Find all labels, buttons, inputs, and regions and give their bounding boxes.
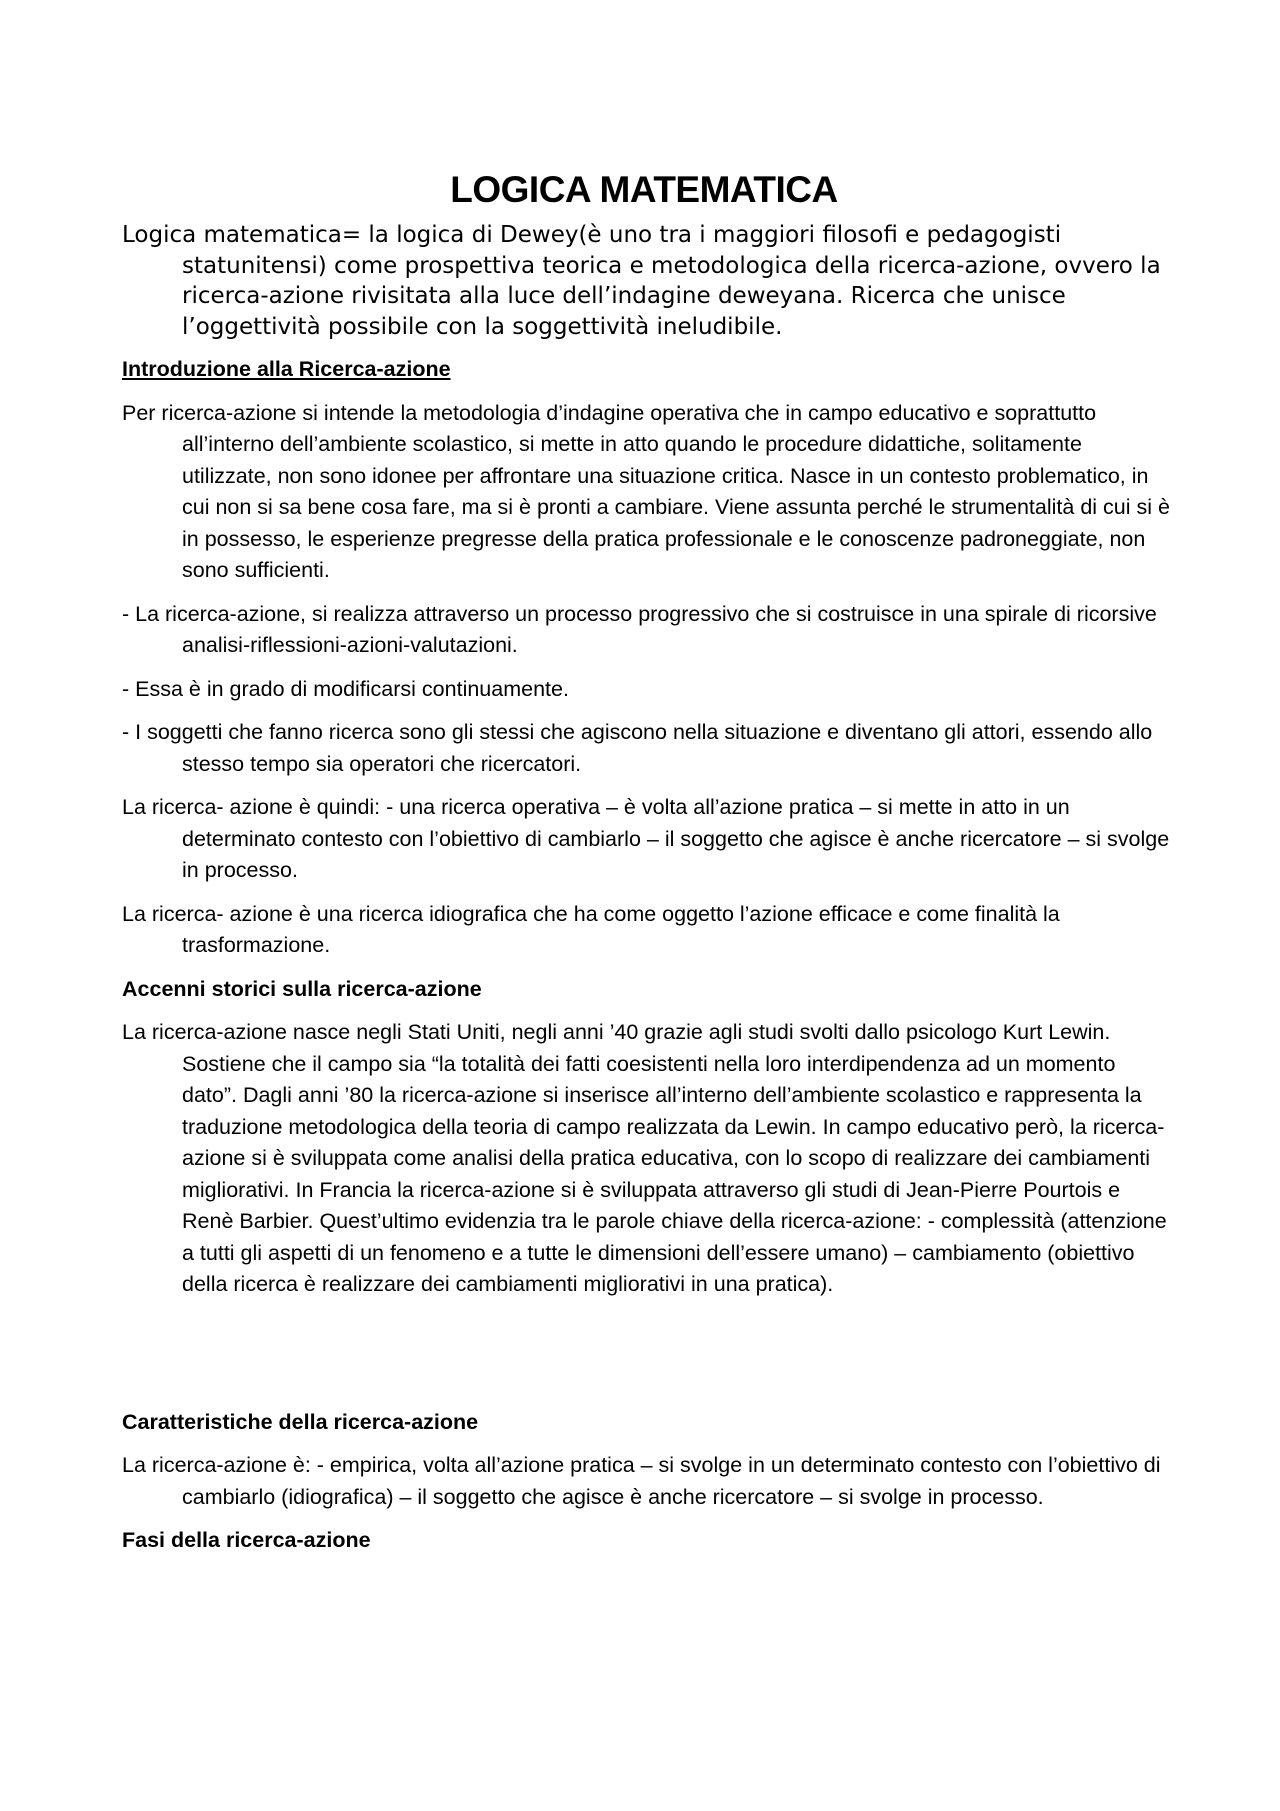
paragraph-caratteristiche: La ricerca-azione è: - empirica, volta all’azione pratica – si svolge in un determinato contesto con l’obiettivo di cambiarlo (idiografica) – il soggetto che agisce è anche ricercatore – si svolge in processo. <box>122 1453 1161 1509</box>
heading-accenni-storici: Accenni storici sulla ricerca-azione <box>122 976 482 1001</box>
paragraph-storia: La ricerca-azione nasce negli Stati Uniti, negli anni ’40 grazie agli studi svolti dallo psicologo Kurt Lewin. Sostiene che il campo sia “la totalità dei fatti coesistenti nella loro interdipendenza ad un momento dato”. Dagli anni ’80 la ricerca-azione si inserisce all’interno dell’ambiente scolastico e rappresenta la traduzione metodologica della teoria di campo realizzata da Lewin. In campo educativo però, la ricerca-azione si è sviluppata come analisi della pratica educativa, con lo scopo di realizzare dei cambiamenti migliorativi. In Francia la ricerca-azione si è sviluppata attraverso gli studi di Jean-Pierre Pourtois e Renè Barbier. Quest’ultimo evidenzia tra le parole chiave della ricerca-azione: - complessità (attenzione a tutti gli aspetti di un fenomeno e a tutte le dimensioni dell’essere umano) – cambiamento (obiettivo della ricerca è realizzare dei cambiamenti migliorativi in una pratica). <box>122 1020 1167 1297</box>
document-body <box>122 168 1172 1569</box>
heading-fasi: Fasi della ricerca-azione <box>122 1528 371 1553</box>
paragraph-modificarsi: - Essa è in grado di modificarsi continuamente. <box>122 676 569 701</box>
paragraph-quindi: La ricerca- azione è quindi: - una ricerca operativa – è volta all’azione pratica – si mette in atto in un determinato contesto con l’obiettivo di cambiarlo – il soggetto che agisce è anche ricercatore – si svolge in processo. <box>122 795 1170 883</box>
paragraph-idiografica: La ricerca- azione è una ricerca idiografica che ha come oggetto l’azione efficace e come finalità la trasformazione. <box>122 901 1060 958</box>
blank-space <box>122 1313 1172 1407</box>
heading-caratteristiche: Caratteristiche della ricerca-azione <box>122 1409 479 1434</box>
paragraph-definizione: Per ricerca-azione si intende la metodologia d’indagine operativa che in campo educativo e soprattutto all’interno dell’ambiente scolastico, si mette in atto quando le procedure didattiche, solitamente utilizzate, non sono idonee per affrontare una situazione critica. Nasce in un contesto problematico, in cui non si sa bene cosa fare, ma si è pronti a cambiare. Viene assunta perché le strumentalità di cui si è in possesso, le esperienze pregresse della pratica professionale e le conoscenze padroneggiate, non sono sufficienti. <box>122 400 1170 583</box>
paragraph-spirale: - La ricerca-azione, si realizza attraverso un processo progressivo che si costruisce in una spirale di ricorsive analisi-riflessioni-azioni-valutazioni. <box>122 601 1157 658</box>
paragraph-soggetti: - I soggetti che fanno ricerca sono gli stessi che agiscono nella situazione e diventano gli attori, essendo allo stesso tempo sia operatori che ricercatori. <box>122 720 1153 776</box>
heading-introduzione: Introduzione alla Ricerca-azione <box>122 357 451 382</box>
document-title: LOGICA MATEMATICA <box>450 169 838 210</box>
intro-paragraph: Logica matematica= la logica di Dewey(è uno tra i maggiori filosofi e pedagogisti statunitensi) come prospettiva teorica e metodologica della ricerca-azione, ovvero la ricerca-azione rivisitata alla luce dell’indagine deweyana. Ricerca che unisce l’oggettività possibile con la soggettività ineludibile. <box>122 222 1161 340</box>
